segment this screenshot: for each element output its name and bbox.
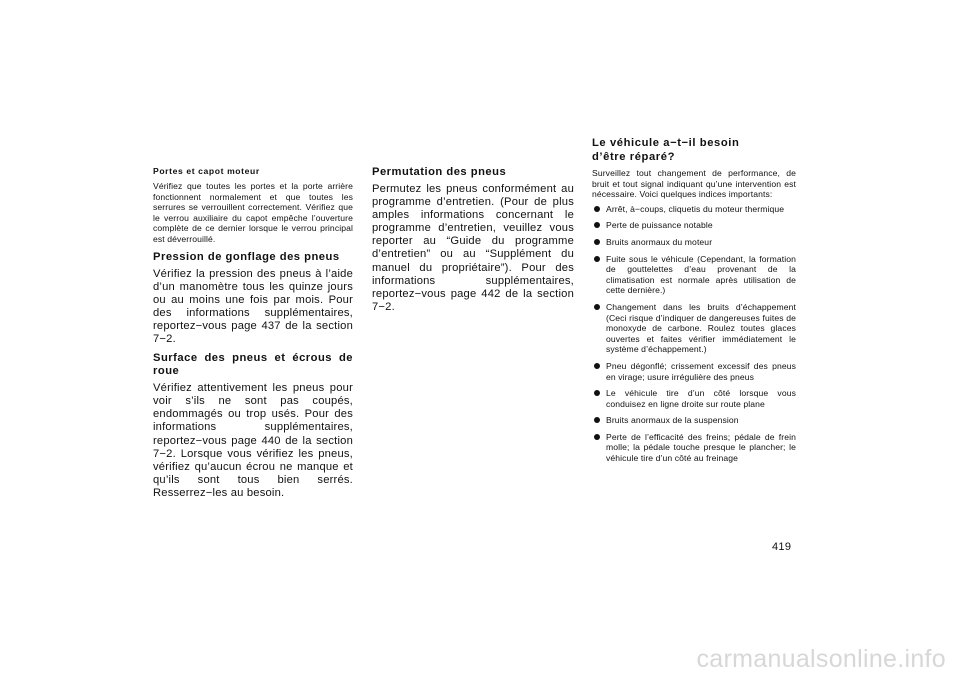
bullet-icon [594, 417, 600, 423]
list-item [592, 302, 796, 355]
list-item [592, 361, 796, 382]
pressure-text: Vérifiez la pression des pneus à l’aide d’un manomètre tous les quinze jours ou au moins une fois par mois. Pour des informations supplémentaires, reportez−vous page 437 de la section 7−2. [153, 267, 353, 346]
bullet-icon [594, 222, 600, 228]
list-item [592, 204, 796, 215]
list-item-text: Fuite sous le véhicule (Cependant, la formation de gouttelettes d’eau provenant de la climatisation est normale après utilisation de cette dernière.) [606, 253, 796, 296]
list-item [592, 432, 796, 464]
list-item-text: Le véhicule tire d’un côté lorsque vous conduisez en ligne droite sur route plane [606, 388, 796, 409]
list-item [592, 388, 796, 409]
pressure-heading: Pression de gonflage des pneus [153, 250, 340, 263]
watermark: carmanualsonline.info [696, 645, 946, 673]
tires-heading: Surface des pneus et écrous de roue [153, 352, 353, 378]
rotation-text: Permutez les pneus conformément au programme d’entretien. (Pour de plus amples informations concernant le programme d’entretien, veuillez vous reporter au “Guide du programme d’entretien” ou au “Supplément du manuel du propriétaire”). Pour des informations supplémentaires, reportez−vous page 442 de la section 7−2. [372, 183, 574, 313]
section-title-line1: Le véhicule a−t−il besoin [592, 137, 740, 149]
symptom-list [592, 204, 796, 464]
right-column [592, 137, 796, 470]
list-item-text: Arrêt, à−coups, cliquetis du moteur thermique [606, 203, 785, 214]
list-item-text: Changement dans les bruits d’échappement (Ceci risque d’indiquer de dangereuses fuites de monoxyde de carbone. Roulez toutes glaces ouvertes et faites vérifier immédiatement le système d’échappement.) [606, 301, 796, 355]
list-item [592, 415, 796, 426]
intro-text: Surveillez tout changement de performance, de bruit et tout signal indiquant qu’une intervention est nécessaire. Voici quelques indices importants: [592, 168, 796, 200]
page-number: 419 [772, 541, 792, 553]
list-item-text: Pneu dégonflé; crissement excessif des pneus en virage; usure irrégulière des pneus [606, 360, 796, 382]
bullet-icon [594, 363, 600, 369]
bullet-icon [594, 304, 600, 310]
list-item [592, 254, 796, 296]
list-item [592, 220, 796, 231]
list-item-text: Bruits anormaux du moteur [606, 236, 713, 247]
left-column [153, 166, 353, 506]
rotation-heading: Permutation des pneus [372, 166, 507, 178]
bullet-icon [594, 390, 600, 396]
tires-text: Vérifiez attentivement les pneus pour voir s’ils ne sont pas coupés, endommagés ou trop usés. Pour des informations supplémentaires, reportez−vous page 440 de la section 7−2. Lorsque vous vérifiez les pneus, vérifiez qu’aucun écrou ne manque et qu’ils sont tous bien serrés. Resserrez−les au besoin. [153, 382, 353, 499]
doors-heading: Portes et capot moteur [153, 166, 260, 176]
list-item [592, 237, 796, 248]
bullet-icon [594, 434, 600, 440]
list-item-text: Perte de l’efficacité des freins; pédale de frein molle; la pédale touche presque le plancher; le véhicule tire d’un côté au freinage [606, 431, 796, 464]
list-item-text: Perte de puissance notable [606, 220, 713, 231]
section-title [592, 137, 796, 164]
middle-column [372, 166, 574, 320]
list-item-text: Bruits anormaux de la suspension [606, 415, 739, 426]
bullet-icon [594, 239, 600, 245]
bullet-icon [594, 256, 600, 262]
doors-text: Vérifiez que toutes les portes et la porte arrière fonctionnent normalement et que toutes les serrures se verrouillent correctement. Vérifiez que le verrou auxiliaire du capot empêche l’ouverture complète de ce dernier lorsque le verrou principal est déverrouillé. [153, 181, 353, 244]
bullet-icon [594, 206, 600, 212]
section-title-line2: d’être réparé? [592, 150, 676, 163]
